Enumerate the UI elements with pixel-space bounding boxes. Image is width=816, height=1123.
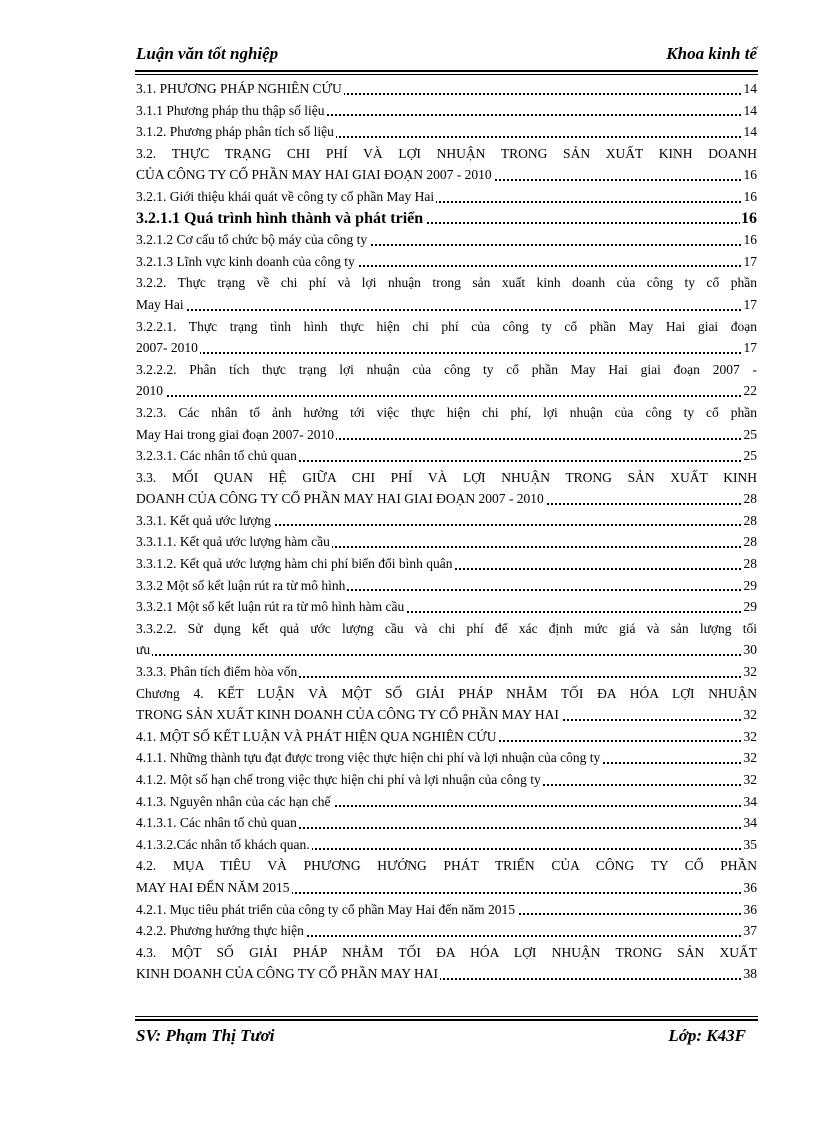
toc-entry-title: 3.3.1. Kết quả ước lượng — [136, 512, 272, 528]
toc-entry-page: 36 — [743, 877, 758, 899]
toc-entry-title: Chương 4. KẾT LUẬN VÀ MỘT SỐ GIẢI PHÁP NHẰM TỐI ĐA HÓA LỢI NHUẬN — [136, 683, 757, 705]
toc-entry[interactable] — [136, 186, 757, 208]
toc-entry-page: 34 — [743, 812, 758, 834]
toc-entry[interactable] — [136, 769, 757, 791]
toc-entry-page: 22 — [743, 380, 758, 402]
toc-entry-page: 32 — [743, 726, 758, 748]
toc-entry[interactable] — [136, 100, 757, 122]
toc-entry-page: 38 — [743, 963, 758, 985]
toc-entry[interactable] — [136, 359, 757, 381]
toc-entry[interactable] — [136, 380, 757, 402]
toc-entry-title: 4.1.3.1. Các nhân tố chủ quan — [136, 815, 297, 831]
toc-entry-page: 29 — [743, 575, 758, 597]
toc-entry-page: 16 — [740, 208, 757, 230]
toc-entry-title: 3.2.2. Thực trạng về chi phí và lợi nhuận trong sản xuất kinh doanh của công ty cổ phần — [136, 272, 757, 294]
toc-entry[interactable] — [136, 229, 757, 251]
toc-entry-page: 28 — [743, 553, 758, 575]
toc-entry[interactable] — [136, 467, 757, 489]
footer-rule-thin — [135, 1016, 758, 1017]
toc-entry[interactable] — [136, 618, 757, 640]
page-header — [136, 42, 757, 68]
toc-entry-page: 16 — [743, 164, 758, 186]
toc-entry-page: 17 — [743, 337, 758, 359]
toc-entry[interactable] — [136, 704, 757, 726]
toc-leader-dots — [136, 309, 757, 311]
toc-entry[interactable] — [136, 78, 757, 100]
toc-entry-title: 4.2.2. Phương hướng thực hiện — [136, 923, 304, 939]
header-faculty-label: Khoa kinh tế — [666, 44, 757, 63]
toc-entry[interactable] — [136, 121, 757, 143]
toc-entry[interactable] — [136, 747, 757, 769]
toc-entry-title: May Hai — [136, 296, 184, 312]
toc-entry[interactable] — [136, 683, 757, 705]
toc-entry-title: 3.3.1.1. Kết quả ước lượng hàm cầu — [136, 534, 330, 550]
footer-student-name: SV: Phạm Thị Tươi — [136, 1026, 275, 1045]
toc-entry-page: 16 — [743, 229, 758, 251]
toc-entry-page: 32 — [743, 747, 758, 769]
toc-entry-title: 3.3.2.2. Sử dụng kết quả ước lượng cầu và chi phí để xác định mức giá và sản lượng tối — [136, 618, 757, 640]
toc-entry-page: 37 — [743, 920, 758, 942]
toc-entry[interactable] — [136, 942, 757, 964]
toc-entry-title: 4.2. MỤA TIÊU VÀ PHƯƠNG HƯỚNG PHÁT TRIỂN CỦA CÔNG TY CỔ PHẦN — [136, 855, 757, 877]
toc-entry-page: 30 — [743, 639, 758, 661]
toc-entry[interactable] — [136, 316, 757, 338]
toc-entry[interactable] — [136, 402, 757, 424]
toc-entry[interactable] — [136, 143, 757, 165]
toc-entry-title: 3.2.3.1. Các nhân tố chủ quan — [136, 448, 297, 464]
toc-entry[interactable] — [136, 337, 757, 359]
toc-leader-dots — [136, 352, 757, 354]
toc-entry-title: 3.2. THỰC TRẠNG CHI PHÍ VÀ LỢI NHUẬN TRONG SẢN XUẤT KINH DOANH — [136, 143, 757, 165]
toc-entry-page: 28 — [743, 510, 758, 532]
toc-entry-title: 4.1. MỘT SỐ KẾT LUẬN VÀ PHÁT HIỆN QUA NGHIÊN CỨU — [136, 728, 497, 744]
toc-entry-page: 14 — [743, 121, 758, 143]
toc-entry[interactable] — [136, 510, 757, 532]
toc-entry[interactable] — [136, 445, 757, 467]
toc-entry[interactable] — [136, 251, 757, 273]
toc-entry-title: 4.1.2. Một số hạn chế trong việc thực hiện chi phí và lợi nhuận của công ty — [136, 772, 541, 787]
toc-entry-page: 32 — [743, 661, 758, 683]
toc-entry-page: 17 — [743, 294, 758, 316]
toc-entry-title: 2007- 2010 — [136, 340, 198, 356]
toc-entry[interactable] — [136, 661, 757, 683]
toc-entry-title: 3.3.2.1 Một số kết luận rút ra từ mô hình hàm cầu — [136, 599, 405, 615]
toc-entry-page: 14 — [743, 100, 758, 122]
toc-entry[interactable] — [136, 424, 757, 446]
toc-leader-dots — [136, 395, 757, 397]
toc-entry-title: 3.2.1.1 Quá trình hình thành và phát triển — [136, 209, 424, 227]
toc-entry-title: 4.1.1. Những thành tựu đạt được trong việc thực hiện chi phí và lợi nhuận của công ty — [136, 750, 601, 766]
page-footer — [136, 1026, 746, 1052]
toc-entry-page: 28 — [743, 488, 758, 510]
toc-entry-title: 3.3.2 Một số kết luận rút ra từ mô hình — [136, 577, 346, 593]
toc-entry-title: KINH DOANH CỦA CÔNG TY CỔ PHẦN MAY HAI — [136, 966, 439, 982]
toc-entry-title: DOANH CỦA CÔNG TY CỔ PHẦN MAY HAI GIAI ĐOẠN 2007 - 2010 — [136, 491, 544, 507]
toc-entry-page: 25 — [743, 445, 758, 467]
toc-entry-page: 28 — [743, 531, 758, 553]
toc-entry-title: 3.2.1.3 Lĩnh vực kinh doanh của công ty — [136, 253, 355, 269]
toc-entry-title: CỦA CÔNG TY CỔ PHẦN MAY HAI GIAI ĐOẠN 2007 - 2010 — [136, 167, 492, 183]
toc-entry[interactable] — [136, 575, 757, 597]
footer-rule — [135, 1019, 758, 1021]
toc-entry[interactable] — [136, 294, 757, 316]
toc-entry[interactable] — [136, 272, 757, 294]
toc-entry-page: 16 — [743, 186, 758, 208]
toc-entry[interactable] — [136, 899, 757, 921]
toc-entry[interactable] — [136, 726, 757, 748]
footer-class: Lớp: K43F — [668, 1026, 746, 1045]
toc-entry-page: 32 — [743, 769, 758, 791]
toc-entry-title: TRONG SẢN XUẤT KINH DOANH CỦA CÔNG TY CỔ PHẦN MAY HAI — [136, 707, 559, 723]
toc-entry[interactable] — [136, 877, 757, 899]
toc-entry[interactable] — [136, 963, 757, 985]
toc-entry[interactable] — [136, 488, 757, 510]
toc-entry-page: 14 — [743, 78, 758, 100]
toc-entry[interactable] — [136, 834, 757, 856]
toc-entry-page: 34 — [743, 791, 758, 813]
toc-entry-title: ưu — [136, 642, 151, 658]
toc-entry[interactable] — [136, 791, 757, 813]
toc-entry-title: 3.2.2.2. Phân tích thực trạng lợi nhuận của công ty cổ phần May Hai giai đoạn 2007 - — [136, 359, 757, 381]
toc-entry-title: 4.1.3.2.Các nhân tố khách quan. — [136, 836, 310, 852]
header-thesis-label: Luận văn tốt nghiệp — [136, 44, 279, 63]
toc-entry-title: 3.2.2.1. Thực trạng tình hình thực hiện chi phí của công ty cổ phần May Hai giai đoạn — [136, 316, 757, 338]
toc-entry-title: 2010 — [136, 383, 163, 399]
toc-entry-title: 3.1. PHƯƠNG PHÁP NGHIÊN CỨU — [136, 81, 342, 96]
header-rule — [135, 70, 758, 72]
toc-entry[interactable] — [136, 553, 757, 575]
toc-entry-title: MAY HAI ĐẾN NĂM 2015 — [136, 879, 290, 895]
toc-entry-title: 3.2.1. Giới thiệu khái quát về công ty cổ phần May Hai — [136, 188, 435, 204]
toc-entry-title: 3.1.1 Phương pháp thu thập số liệu — [136, 102, 325, 118]
toc-entry-title: 4.1.3. Nguyên nhân của các hạn chế — [136, 793, 331, 809]
toc-leader-dots — [136, 654, 757, 656]
toc-entry-title: 4.3. MỘT SỐ GIẢI PHÁP NHẰM TỐI ĐA HÓA LỢI NHUẬN TRONG SẢN XUẤT — [136, 942, 757, 964]
toc-entry[interactable] — [136, 208, 757, 230]
toc-entry-page: 25 — [743, 424, 758, 446]
toc-entry[interactable] — [136, 812, 757, 834]
toc-entry[interactable] — [136, 639, 757, 661]
toc-entry-title: May Hai trong giai đoạn 2007- 2010 — [136, 426, 334, 442]
toc-entry-title: 3.3.1.2. Kết quả ước lượng hàm chi phí biến đổi bình quân — [136, 556, 453, 572]
table-of-contents — [136, 78, 757, 985]
toc-entry-title: 3.2.1.2 Cơ cấu tổ chức bộ máy của công ty — [136, 232, 368, 248]
toc-entry-page: 17 — [743, 251, 758, 273]
toc-entry-title: 4.2.1. Mục tiêu phát triển của công ty cổ phần May Hai đến năm 2015 — [136, 901, 516, 917]
toc-entry[interactable] — [136, 596, 757, 618]
toc-entry[interactable] — [136, 855, 757, 877]
toc-entry-page: 32 — [743, 704, 758, 726]
toc-entry-title: 3.3. MỐI QUAN HỆ GIỮA CHI PHÍ VÀ LỢI NHUẬN TRONG SẢN XUẤT KINH — [136, 467, 757, 489]
toc-entry-page: 35 — [743, 834, 758, 856]
toc-entry[interactable] — [136, 164, 757, 186]
toc-entry-page: 29 — [743, 596, 758, 618]
toc-entry-page: 36 — [743, 899, 758, 921]
header-rule-thin — [135, 74, 758, 75]
toc-entry-title: 3.3.3. Phân tích điểm hòa vốn — [136, 664, 298, 680]
toc-entry-title: 3.2.3. Các nhân tố ảnh hưởng tới việc thực hiện chi phí, lợi nhuận của công ty cổ phần — [136, 402, 757, 424]
toc-entry[interactable] — [136, 920, 757, 942]
toc-entry[interactable] — [136, 531, 757, 553]
toc-entry-title: 3.1.2. Phương pháp phân tích số liệu — [136, 124, 334, 140]
